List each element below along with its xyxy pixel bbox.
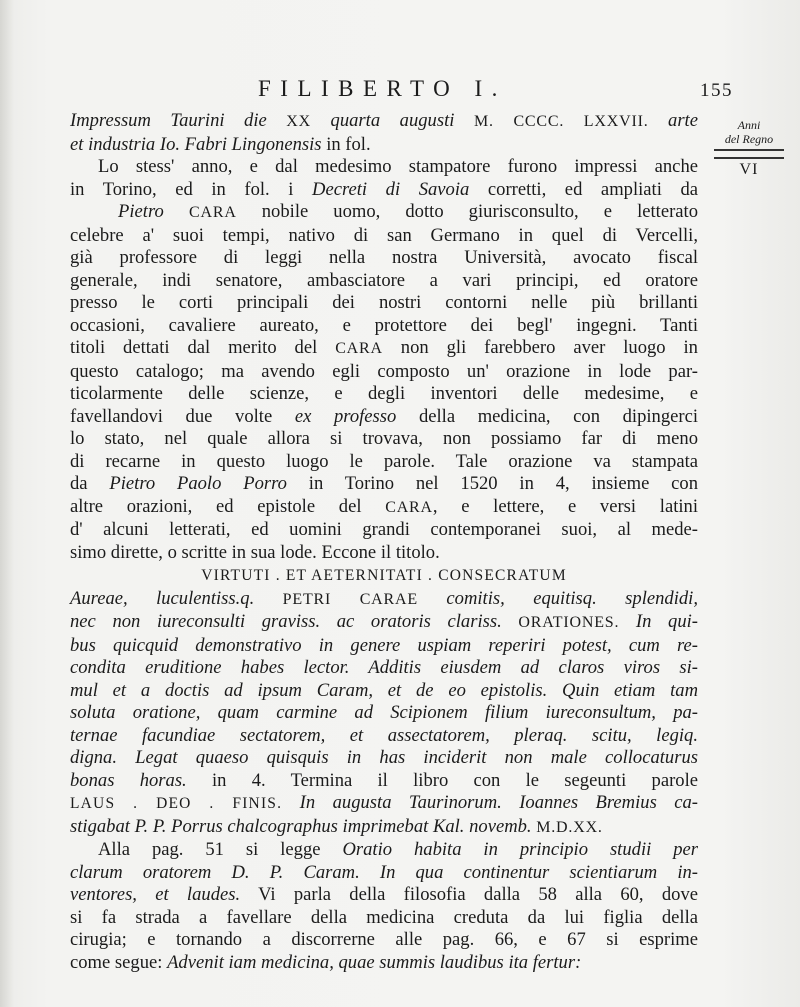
text-line (70, 542, 698, 565)
text-line (70, 611, 698, 635)
text-line (70, 292, 698, 315)
text-line (70, 702, 698, 725)
text-line (70, 747, 698, 770)
roman-text: occasioni, cavaliere aureato, e protettore dei begl' ingegni. Tanti (70, 314, 698, 336)
roman-text: nobile uomo, dotto giurisconsulto, e letterato (236, 201, 699, 222)
text-line (70, 770, 698, 793)
text-line (70, 383, 698, 406)
text-line (70, 134, 698, 157)
text-line (70, 862, 698, 885)
margin-note-ornament (714, 149, 784, 159)
text-line (70, 156, 698, 179)
italic-text: Impressum Taurini die (70, 110, 287, 131)
italic-text: bonas horas. (70, 769, 187, 791)
italic-text: mul et a doctis ad ipsum Caram, et de eo epistolis. Quin etiam tam (70, 679, 698, 701)
text-line (70, 270, 698, 293)
roman-text: in Torino, ed in fol. i (70, 178, 313, 200)
text-line (70, 451, 698, 474)
caps-text: VIRTUTI . ET AETERNITATI . CONSECRATUM (201, 567, 567, 584)
italic-text: Pietro (118, 201, 164, 222)
small-caps-text: PETRI CARAE (282, 590, 418, 608)
italic-text: ex professo (294, 405, 397, 427)
roman-text: celebre a' suoi tempi, nativo di san Germano in quel di Vercelli, (70, 224, 698, 246)
italic-text: soluta oratione, quam carmine ad Scipionem filium iureconsultum, pa- (70, 702, 698, 723)
small-caps-text: CARA (385, 498, 433, 516)
text-line (70, 519, 698, 542)
italic-text: clarum oratorem D. P. Caram. In qua continentur scientiarum in- (70, 861, 698, 883)
text-line (70, 179, 698, 202)
italic-text: Aureae, luculentiss.q. (70, 587, 283, 609)
small-caps-text: CARA (163, 204, 237, 221)
text-line (70, 657, 698, 680)
text-line (70, 839, 698, 862)
roman-text: ticolarmente delle scienze, e degli inventori delle medesime, e (70, 383, 698, 404)
text-line (70, 337, 698, 361)
italic-text: In augusta Taurinorum. Ioannes Bremius ca- (282, 792, 698, 813)
roman-text: della medicina, con dipingerci (396, 405, 699, 427)
roman-text: d' alcuni letterati, ed uomini grandi contemporanei suoi, al mede- (70, 519, 698, 540)
italic-text: condita eruditione habes lector. Additis eiusdem ad claros viros si- (70, 657, 698, 678)
text-line (70, 816, 698, 840)
roman-text: presso le corti principali dei nostri contorni nelle più brillanti (70, 292, 698, 313)
italic-text: ventores, et laudes. (70, 884, 241, 905)
page-gutter-shadow (0, 0, 14, 1007)
roman-text: Alla pag. 51 si legge (98, 839, 343, 860)
running-title: FILIBERTO I. (258, 76, 507, 101)
text-line (70, 315, 698, 338)
roman-text: titoli dettati dal merito del (70, 337, 336, 358)
margin-note-line2: del Regno (724, 132, 774, 146)
text-line (70, 952, 698, 975)
text-line (70, 406, 698, 429)
text-line (70, 201, 698, 225)
italic-text: Oratio habita in principio studii per (342, 839, 698, 860)
page-header (0, 76, 800, 106)
text-line (70, 929, 698, 952)
roman-text: Lo stess' anno, e dal medesimo stampatore furono impressi anche (98, 156, 698, 177)
small-caps-text: M. CCCC. LXXVII. (473, 113, 649, 130)
text-line (70, 680, 698, 703)
italic-text: stigabat P. P. Porrus chalcographus imprimebat Kal. novemb. (70, 815, 537, 837)
small-caps-text: ORATIONES. (518, 614, 620, 631)
text-line (70, 473, 698, 496)
small-caps-text: XX (286, 113, 312, 130)
italic-text: In qui- (619, 611, 698, 632)
text-line (70, 110, 698, 134)
small-caps-text: M.D.XX. (536, 818, 603, 836)
roman-text: in 4. Termina il libro con le segeunti parole (186, 769, 698, 791)
roman-text: lo stato, nel quale allora si trovava, non possiamo far di meno (70, 428, 698, 449)
text-line (70, 564, 698, 588)
text-line (70, 225, 698, 248)
text-line (70, 361, 698, 384)
roman-text: non gli farebbero aver luogo in (382, 337, 698, 358)
italic-text: ternae facundiae sectatorem, et assectatorem, pleraq. scitu, legiq. (70, 724, 698, 746)
italic-text: Decreti di Savoia (312, 178, 470, 200)
text-line (70, 725, 698, 748)
margin-note-line1: Anni (737, 118, 761, 132)
italic-text: Pietro Paolo Porro (109, 473, 287, 494)
roman-text: , e lettere, e versi latini (432, 495, 698, 517)
italic-text: Advenit iam medicina, quae summis laudibus ita fertur: (167, 951, 582, 973)
roman-text: altre orazioni, ed epistole del (70, 495, 386, 517)
italic-text: comitis, equitisq. splendidi, (417, 587, 698, 609)
caps-text: LAUS . DEO . FINIS. (70, 795, 283, 812)
text-line (70, 635, 698, 658)
text-line (70, 792, 698, 816)
text-line (70, 247, 698, 270)
margin-note (706, 118, 792, 177)
italic-text: quarta augusti (311, 110, 474, 131)
italic-text: nec non iureconsulti graviss. ac oratoris clariss. (70, 611, 519, 632)
roman-text: questo catalogo; ma avendo egli composto un' orazione in lode par- (70, 360, 698, 382)
roman-text: corretti, ed ampliati da (469, 178, 698, 200)
roman-text: in fol. (321, 133, 371, 155)
italic-text: et industria Io. Fabri Lingonensis (70, 133, 322, 155)
body-text (70, 110, 698, 974)
roman-text: da (70, 473, 110, 494)
italic-text: bus quicquid demonstrativo in genere uspiam reperiri potest, cum re- (70, 634, 698, 656)
margin-note-regnal-year: VI (739, 161, 759, 178)
roman-text: generale, indi senatore, ambasciatore a vari principi, ed oratore (70, 269, 698, 291)
small-caps-text: CARA (335, 340, 383, 357)
text-line (70, 428, 698, 451)
roman-text: Vi parla della filosofia dalla 58 alla 60, dove (240, 884, 699, 905)
roman-text: simo dirette, o scritte in sua lode. Eccone il titolo. (70, 541, 440, 563)
roman-text: in Torino nel 1520 in 4, insieme con (286, 473, 698, 494)
page-number: 155 (700, 80, 733, 101)
roman-text: come segue: (70, 951, 168, 973)
roman-text: cirugia; e tornando a discorrerne alle pag. 66, e 67 si esprime (70, 929, 698, 950)
text-line (70, 884, 698, 907)
italic-text: digna. Legat quaeso quisquis in has inciderit non male collocaturus (70, 747, 698, 768)
text-line (70, 907, 698, 930)
roman-text: si fa strada a favellare della medicina creduta da lui figlia della (70, 906, 698, 928)
text-line (70, 588, 698, 612)
text-line (70, 496, 698, 520)
italic-text: arte (648, 110, 698, 131)
roman-text: di recarne in questo luogo le parole. Tale orazione va stampata (70, 450, 698, 472)
roman-text: favellandovi due volte (70, 405, 295, 427)
roman-text: già professore di leggi nella nostra Università, avocato fiscal (70, 247, 698, 268)
